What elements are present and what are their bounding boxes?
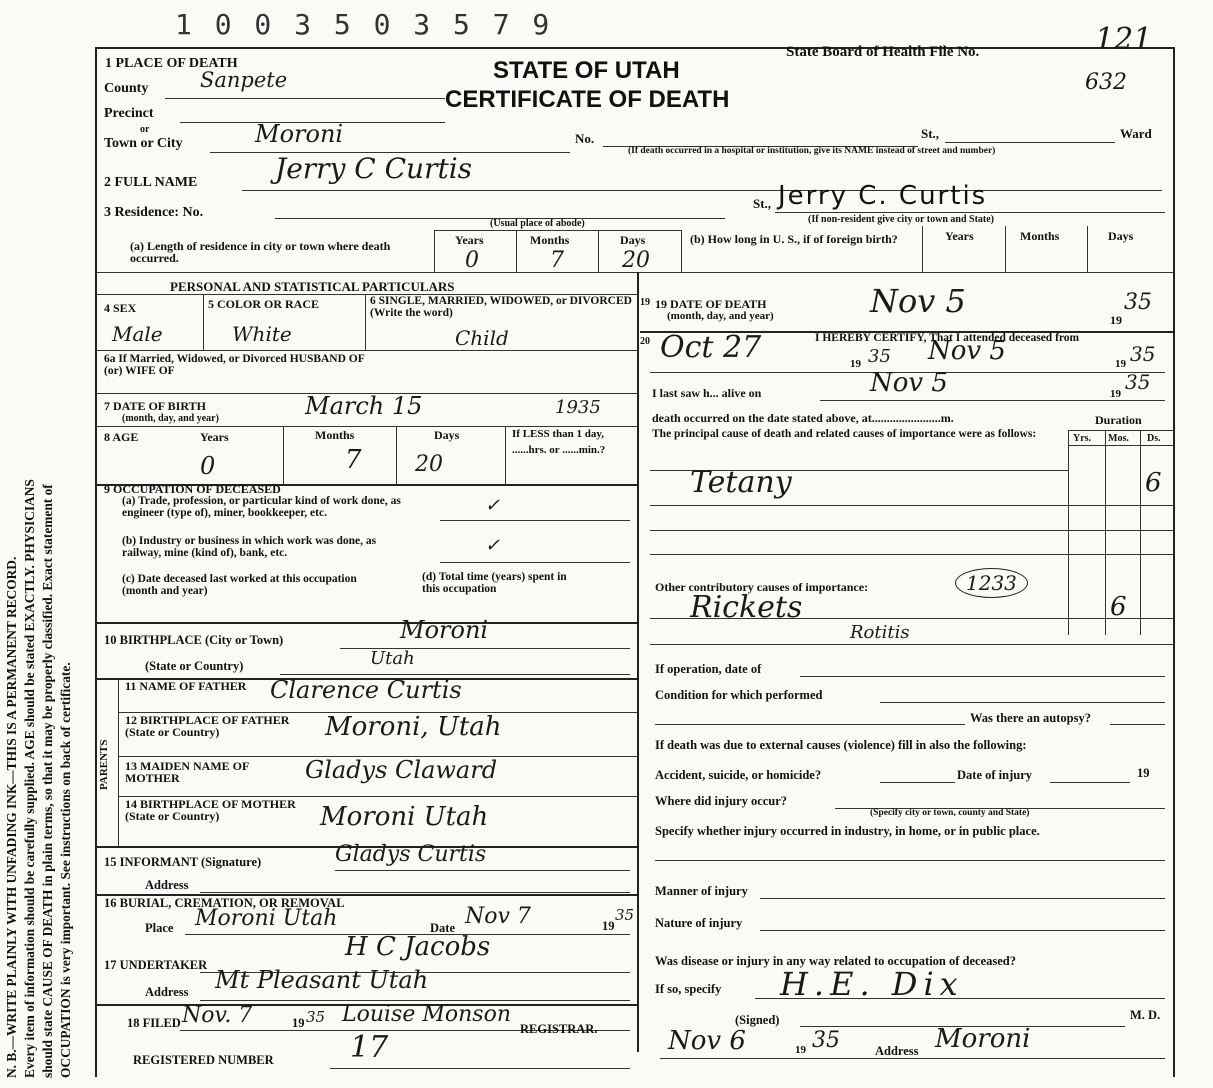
age-days-header: Days: [434, 428, 460, 442]
residence-street-label: St.,: [753, 196, 772, 211]
months-col-header: Mos.: [1108, 433, 1129, 444]
burial-date-label: Date: [430, 921, 455, 935]
age-label: 8 AGE: [104, 430, 139, 444]
physician-signature: H.E. Dix: [780, 965, 964, 1003]
age-months-header: Months: [315, 428, 355, 442]
injury-year-prefix: 19: [1137, 766, 1150, 780]
street-label: St.,: [921, 126, 940, 141]
other-cause-note: Rotitis: [850, 622, 910, 643]
injury-setting-label: Specify whether injury occurred in industry, in home, or in public place.: [655, 824, 1040, 838]
duration-header: Duration: [1095, 413, 1142, 427]
parents-label: PARENTS: [98, 739, 110, 790]
occupation-a-check: ✓: [485, 495, 501, 516]
certificate-title: CERTIFICATE OF DEATH: [445, 86, 730, 113]
state-title: STATE OF UTAH: [493, 57, 680, 84]
father-name-label: 11 NAME OF FATHER: [125, 679, 247, 693]
file-number-label: State Board of Health File No.: [786, 44, 980, 60]
certify-label: I HEREBY CERTIFY, That I attended deceased from: [815, 332, 1080, 344]
occupation-b-label: (b) Industry or business in which work was done, as railway, mine (kind of), bank, etc.: [122, 535, 377, 559]
date-of-death-value: Nov 5: [870, 282, 966, 320]
death-time-label: death occurred on the date stated above, at.......................m.: [652, 411, 954, 425]
principal-cause-days: 6: [1145, 468, 1162, 498]
registrar-label: REGISTRAR.: [520, 1022, 598, 1036]
date-of-death-year: 35: [1124, 290, 1152, 315]
injury-manner-label: Manner of injury: [655, 884, 748, 898]
undertaker-address-value: Mt Pleasant Utah: [215, 966, 429, 994]
marital-value: Child: [455, 326, 509, 350]
last-saw-year-prefix: 19: [1110, 388, 1121, 400]
occupation-b-check: ✓: [485, 535, 501, 556]
undertaker-address-label: Address: [145, 985, 189, 999]
residence-months: 7: [550, 248, 564, 273]
usual-abode-note: (Usual place of abode): [490, 218, 585, 229]
signed-label: (Signed): [735, 1013, 780, 1027]
town-value: Moroni: [255, 120, 344, 148]
physician-address: Moroni: [935, 1024, 1031, 1054]
us-residence-label: (b) How long in U. S., if of foreign birth?: [690, 232, 898, 246]
or-label: or: [140, 124, 150, 135]
marital-label: 6 SINGLE, MARRIED, WIDOWED, or DIVORCED (Write the word): [370, 295, 632, 319]
spouse-label: 6a If Married, Widowed, or Divorced HUSBAND OF (or) WIFE OF: [104, 353, 365, 377]
injury-nature-label: Nature of injury: [655, 916, 743, 930]
personal-header: PERSONAL AND STATISTICAL PARTICULARS: [170, 279, 455, 294]
residence-label: 3 Residence: No.: [104, 205, 204, 220]
registered-number-label: REGISTERED NUMBER: [133, 1053, 274, 1067]
filed-label: 18 FILED: [127, 1016, 181, 1030]
days-col-header: Ds.: [1147, 433, 1161, 444]
residence-days: 20: [622, 248, 650, 273]
file-number-secondary: 632: [1085, 70, 1127, 95]
date-of-death-sub: (month, day, and year): [667, 310, 774, 322]
informant-label: 15 INFORMANT (Signature): [104, 855, 262, 869]
registrar-signature: Louise Monson: [342, 1002, 512, 1027]
age-months: 7: [345, 445, 362, 475]
mother-birthplace-label: 14 BIRTHPLACE OF MOTHER (State or Country): [125, 797, 296, 823]
last-saw-label: I last saw h... alive on: [652, 386, 762, 400]
undertaker-name: H C Jacobs: [345, 932, 491, 962]
us-years-header: Years: [945, 229, 974, 243]
county-label: County: [104, 81, 149, 96]
burial-label: 16 BURIAL, CREMATION, OR REMOVAL: [104, 896, 345, 910]
operation-label: If operation, date of: [655, 662, 762, 676]
attended-to: Nov 5: [928, 336, 1006, 366]
dob-year: 1935: [555, 397, 601, 418]
burial-year-prefix: 19: [602, 919, 615, 933]
burial-year-value: 35: [615, 906, 635, 924]
informant-address-label: Address: [145, 878, 189, 892]
md-label: M. D.: [1130, 1008, 1161, 1022]
color-value: White: [232, 322, 292, 346]
residence-value: Jerry C. Curtis: [778, 181, 988, 211]
burial-place-value: Moroni Utah: [195, 906, 338, 931]
us-days-header: Days: [1108, 229, 1134, 243]
birth-state-label: (State or Country): [145, 659, 244, 673]
residence-years-header: Years: [455, 233, 484, 247]
age-years-header: Years: [200, 430, 229, 444]
undertaker-label: 17 UNDERTAKER: [104, 958, 208, 972]
birth-state-value: Utah: [370, 648, 415, 669]
us-months-header: Months: [1020, 229, 1060, 243]
accident-label: Accident, suicide, or homicide?: [655, 768, 822, 782]
non-resident-note: (If non-resident give city or town and State): [808, 214, 995, 225]
filed-year: 35: [306, 1008, 326, 1026]
residence-days-header: Days: [620, 233, 646, 247]
attended-from-year: 35: [868, 346, 891, 367]
filed-year-prefix: 19: [292, 1016, 305, 1030]
other-cause-days: 6: [1110, 592, 1127, 622]
margin-instructions-1: Every item of information should be carefully supplied. AGE should be stated EXACTLY. PHYSICIANS: [22, 479, 37, 1078]
margin-instructions-2: should state CAUSE OF DEATH in plain terms, so that it may be properly classified. Exact statement of: [40, 484, 55, 1078]
occupation-label: 9 OCCUPATION OF DECEASED: [104, 482, 281, 496]
serial-number: 1 0 0 3 5 0 3 5 7 9: [175, 8, 553, 41]
autopsy-label: Was there an autopsy?: [970, 711, 1091, 725]
years-col-header: Yrs.: [1073, 433, 1092, 444]
margin-notice: N. B.—WRITE PLAINLY WITH UNFADING INK—THIS IS A PERMANENT RECORD.: [4, 556, 19, 1078]
age-years: 0: [200, 452, 216, 480]
full-name-label: 2 FULL NAME: [104, 175, 198, 190]
ward-label: Ward: [1120, 126, 1152, 141]
town-label: Town or City: [104, 136, 183, 151]
occupation-d-label: (d) Total time (years) spent in this occupation: [422, 571, 567, 595]
injury-location-note: (Specify city or town, county and State): [870, 808, 1030, 818]
item-19: 19: [640, 297, 650, 308]
physician-address-label: Address: [875, 1044, 919, 1058]
principal-cause: Tetany: [690, 465, 792, 500]
classification-code: 1233: [955, 568, 1028, 598]
attended-to-year: 35: [1130, 342, 1156, 366]
dob-sub-label: (month, day, and year): [122, 413, 219, 424]
father-birthplace-label: 12 BIRTHPLACE OF FATHER (State or Country): [125, 713, 290, 739]
dob-label: 7 DATE OF BIRTH: [104, 399, 206, 413]
date-of-death-year-prefix: 19: [1110, 313, 1122, 327]
last-saw-year: 35: [1125, 370, 1151, 394]
father-birthplace-value: Moroni, Utah: [325, 712, 502, 742]
other-cause: Rickets: [690, 590, 803, 625]
injury-date-label: Date of injury: [957, 768, 1032, 782]
item-20: 20: [640, 336, 650, 347]
registered-number: 17: [350, 1030, 389, 1065]
color-label: 5 COLOR OR RACE: [208, 297, 320, 311]
filed-date: Nov. 7: [182, 1003, 253, 1028]
birthplace-value: Moroni: [400, 616, 489, 644]
attended-from-year-prefix: 19: [850, 358, 861, 370]
last-saw-date: Nov 5: [870, 368, 948, 398]
dob-value: March 15: [305, 392, 423, 420]
age-less-label: If LESS than 1 day, ......hrs. or ......min.?: [512, 428, 606, 456]
file-number: 121: [1095, 22, 1153, 57]
operation-condition-label: Condition for which performed: [655, 688, 823, 702]
occupation-related-label: Was disease or injury in any way related to occupation of deceased?: [655, 954, 1016, 968]
injury-location-label: Where did injury occur?: [655, 794, 788, 808]
mother-birthplace-value: Moroni Utah: [320, 802, 489, 832]
attended-to-year-prefix: 19: [1115, 358, 1126, 370]
signed-year-prefix: 19: [795, 1044, 806, 1056]
place-of-death-label: 1 PLACE OF DEATH: [105, 56, 238, 71]
full-name-value: Jerry C Curtis: [275, 152, 473, 185]
mother-name-label: 13 MAIDEN NAME OF MOTHER: [125, 759, 249, 785]
other-causes-label: Other contributory causes of importance:: [655, 580, 869, 594]
residence-years: 0: [465, 248, 479, 273]
burial-date-value: Nov 7: [465, 904, 531, 929]
street-number-label: No.: [575, 131, 595, 146]
sex-value: Male: [112, 322, 163, 346]
informant-signature: Gladys Curtis: [335, 842, 487, 867]
occupation-c-label: (c) Date deceased last worked at this occupation (month and year): [122, 573, 357, 597]
county-value: Sanpete: [200, 68, 288, 92]
mother-name-value: Gladys Claward: [305, 756, 498, 784]
date-of-death-label: 19 DATE OF DEATH: [655, 297, 767, 311]
age-days: 20: [415, 452, 443, 477]
father-name-value: Clarence Curtis: [270, 676, 462, 704]
residence-months-header: Months: [530, 233, 570, 247]
occupation-specify-label: If so, specify: [655, 982, 722, 996]
signed-date: Nov 6: [668, 1026, 746, 1056]
sex-label: 4 SEX: [104, 301, 137, 315]
hospital-note: (If death occurred in a hospital or institution, give its NAME instead of street and number): [628, 146, 996, 156]
principal-cause-label: The principal cause of death and related causes of importance were as follows:: [652, 428, 1037, 440]
external-causes-label: If death was due to external causes (violence) fill in also the following:: [655, 738, 1027, 752]
burial-place-label: Place: [145, 921, 174, 935]
margin-instructions-3: OCCUPATION is very important. See instructions on back of certificate.: [58, 662, 73, 1078]
occupation-a-label: (a) Trade, profession, or particular kind of work done, as engineer (type of), miner, bookkeeper, etc.: [122, 495, 401, 519]
precinct-label: Precinct: [104, 106, 154, 121]
attended-from: Oct 27: [660, 330, 762, 365]
residence-length-label: (a) Length of residence in city or town where death occurred.: [130, 239, 391, 265]
birthplace-label: 10 BIRTHPLACE (City or Town): [104, 633, 284, 647]
signed-year: 35: [812, 1028, 840, 1053]
